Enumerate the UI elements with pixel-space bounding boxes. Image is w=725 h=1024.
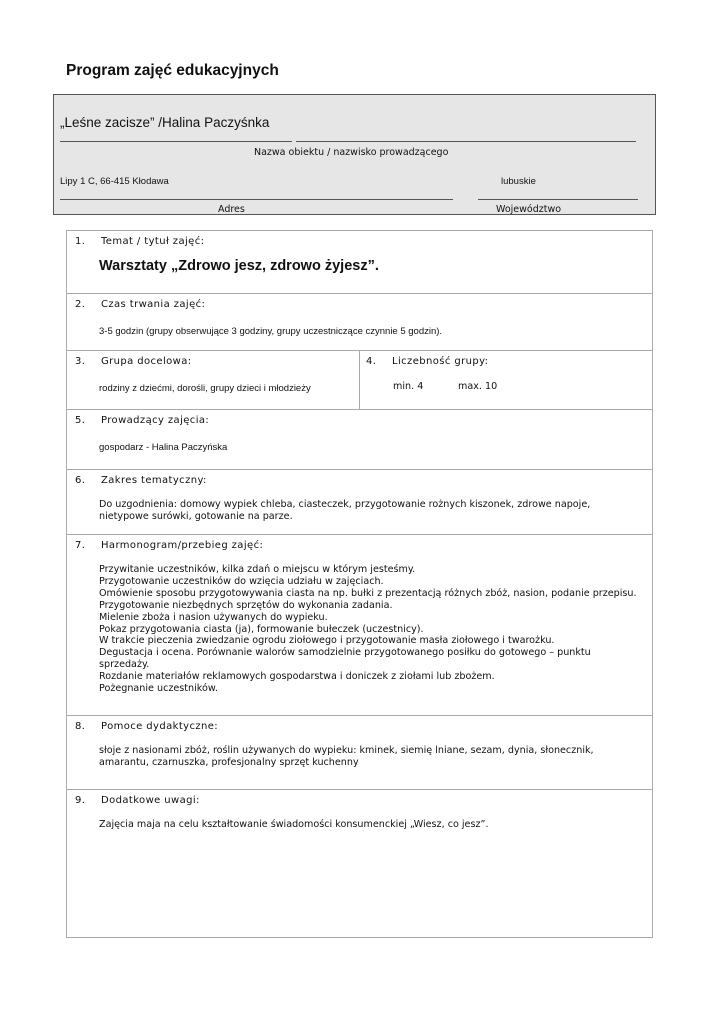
program-form-table: [66, 230, 653, 938]
section-number: 9.: [75, 795, 86, 806]
section-label: Harmonogram/przebieg zajęć:: [101, 540, 264, 551]
section-number: 1.: [75, 236, 86, 247]
section-label: Zakres tematyczny:: [101, 475, 207, 486]
document-title: Program zajęć edukacyjnych: [66, 62, 279, 79]
scope-value: Do uzgodnienia: domowy wypiek chleba, ciasteczek, przygotowanie rożnych kiszonek, zdrowe napoje, nietypowe surówki, gotowanie na parze.: [99, 499, 591, 522]
section-number: 4.: [366, 356, 377, 367]
voivodeship-caption: Województwo: [496, 204, 562, 215]
section-number: 5.: [75, 415, 86, 426]
section-label: Czas trwania zajęć:: [101, 299, 206, 310]
section-schedule: [67, 535, 653, 716]
object-name: „Leśne zacisze” /Halina Paczyśnka: [60, 115, 270, 130]
section-label: Temat / tytuł zajęć:: [101, 236, 205, 247]
voivodeship-underline: [478, 199, 638, 200]
schedule-line: Pożegnanie uczestników.: [99, 683, 218, 695]
section-group-size: [360, 351, 653, 410]
notes-value: Zajęcia maja na celu kształtowanie świadomości konsumenckiej „Wiesz, co jesz”.: [99, 819, 489, 830]
section-number: 6.: [75, 475, 86, 486]
object-name-underline-right: [296, 141, 636, 142]
section-label: Grupa docelowa:: [101, 356, 192, 367]
object-name-caption: Nazwa obiektu / nazwisko prowadzącego: [254, 147, 449, 158]
header-box: [53, 94, 656, 215]
section-topic: [67, 231, 653, 294]
schedule-line: Przygotowanie uczestników do wzięcia udziału w zajęciach.: [99, 575, 384, 587]
duration-value: 3-5 godzin (grupy obserwujące 3 godziny, grupy uczestniczące czynnie 5 godzin).: [99, 326, 443, 337]
schedule-line: Przygotowanie niezbędnych sprzętów do wykonania zadania.: [99, 599, 393, 611]
schedule-line: W trakcie pieczenia zwiedzanie ogrodu ziołowego i przygotowanie masła ziołowego i twarożku.: [99, 635, 555, 647]
section-duration: [67, 294, 653, 351]
section-notes: [67, 790, 653, 938]
section-number: 7.: [75, 540, 86, 551]
instructor-value: gospodarz - Halina Paczyńska: [99, 442, 228, 453]
schedule-line: Degustacja i ocena. Porównanie walorów samodzielnie przygotowanego posiłku do gotowego – punktu sprzedaży.: [99, 647, 591, 671]
group-size-min: min. 4: [393, 381, 424, 392]
voivodeship-value: lubuskie: [501, 176, 536, 187]
section-teaching-aids: [67, 716, 653, 790]
object-name-underline: [60, 141, 292, 142]
section-label: Dodatkowe uwagi:: [101, 795, 200, 806]
section-instructor: [67, 410, 653, 470]
schedule-line: Pokaz przygotowania ciasta (ja), formowanie bułeczek (uczestnicy).: [99, 623, 424, 635]
section-number: 3.: [75, 356, 86, 367]
address-value: Lipy 1 C, 66-415 Kłodawa: [60, 176, 169, 187]
section-target-group: [67, 351, 360, 410]
section-label: Prowadzący zajęcia:: [101, 415, 210, 426]
section-scope: [67, 470, 653, 535]
address-underline: [60, 199, 453, 200]
section-label: Pomoce dydaktyczne:: [101, 721, 219, 732]
section-group-row: [67, 351, 653, 410]
section-number: 2.: [75, 299, 86, 310]
schedule-line: Omówienie sposobu przygotowywania ciasta na np. bułki z prezentacją różnych zbóż, nasion, podanie przepisu.: [99, 587, 637, 599]
section-number: 8.: [75, 721, 86, 732]
group-size-max: max. 10: [458, 381, 498, 392]
target-group-value: rodziny z dziećmi, dorośli, grupy dzieci i młodzieży: [99, 383, 311, 394]
teaching-aids-value: słoje z nasionami zbóż, roślin używanych do wypieku: kminek, siemię lniane, sezam, dynia, słonecznik, amarantu, czarnuszka, profesjonalny sprzęt kuchenny: [99, 745, 594, 768]
topic-title: Warsztaty „Zdrowo jesz, zdrowo żyjesz”.: [99, 258, 379, 274]
address-caption: Adres: [218, 204, 245, 215]
section-label: Liczebność grupy:: [392, 356, 489, 367]
schedule-line: Przywitanie uczestników, kilka zdań o miejscu w którym jesteśmy.: [99, 564, 416, 575]
schedule-line: Mielenie zboża i nasion używanych do wypieku.: [99, 611, 328, 623]
schedule-line: Rozdanie materiałów reklamowych gospodarstwa i doniczek z ziołami lub zbożem.: [99, 671, 495, 683]
